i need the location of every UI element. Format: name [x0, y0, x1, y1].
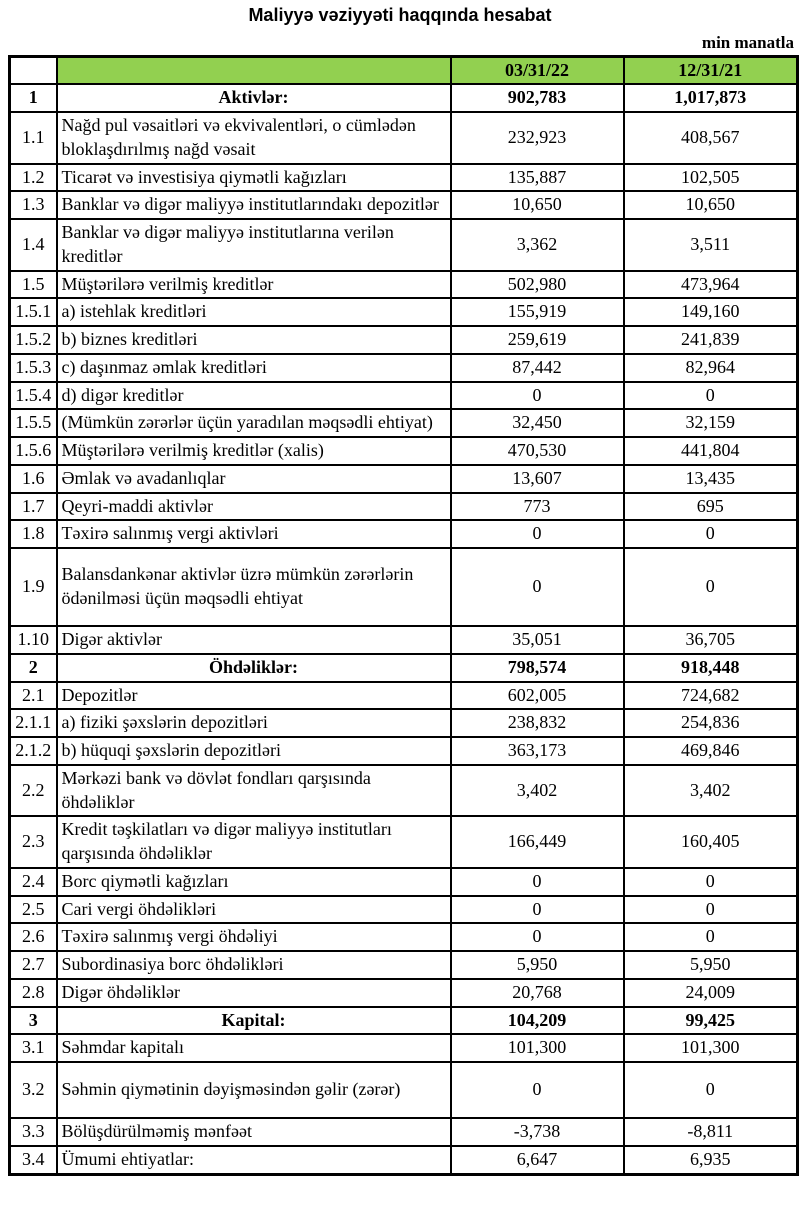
row-value-period-1: 166,449	[451, 816, 624, 868]
row-label: Əmlak və avadanlıqlar	[57, 465, 451, 493]
table-row	[10, 271, 798, 299]
row-value-period-2: -8,811	[624, 1118, 798, 1146]
row-id: 1.5.5	[10, 409, 57, 437]
row-id: 3	[10, 1007, 57, 1035]
row-label: Balansdankənar aktivlər üzrə mümkün zərərlərin ödənilməsi üçün məqsədli ehtiyat	[57, 548, 451, 626]
table-row	[10, 1007, 798, 1035]
row-value-period-2: 36,705	[624, 626, 798, 654]
row-value-period-2: 0	[624, 382, 798, 410]
row-id: 1.9	[10, 548, 57, 626]
row-value-period-2: 0	[624, 896, 798, 924]
table-row	[10, 298, 798, 326]
row-value-period-2: 13,435	[624, 465, 798, 493]
row-value-period-1: 35,051	[451, 626, 624, 654]
row-value-period-1: 0	[451, 520, 624, 548]
table-row	[10, 737, 798, 765]
table-row	[10, 548, 798, 626]
table-row	[10, 868, 798, 896]
row-label: Cari vergi öhdəlikləri	[57, 896, 451, 924]
row-value-period-2: 408,567	[624, 112, 798, 164]
table-row	[10, 654, 798, 682]
header-cell-period-2: 12/31/21	[624, 56, 798, 84]
row-id: 2.7	[10, 951, 57, 979]
row-id: 3.2	[10, 1062, 57, 1118]
row-value-period-1: -3,738	[451, 1118, 624, 1146]
table-header	[10, 56, 798, 84]
row-value-period-2: 3,511	[624, 219, 798, 271]
row-value-period-2: 441,804	[624, 437, 798, 465]
row-id: 2.4	[10, 868, 57, 896]
row-id: 1.5.2	[10, 326, 57, 354]
row-label: Digər öhdəliklər	[57, 979, 451, 1007]
header-cell-description	[57, 56, 451, 84]
row-value-period-1: 259,619	[451, 326, 624, 354]
row-value-period-1: 0	[451, 1062, 624, 1118]
unit-note: min manatla	[701, 32, 794, 52]
row-value-period-2: 0	[624, 868, 798, 896]
row-label: Öhdəliklər:	[57, 654, 451, 682]
table-row	[10, 1034, 798, 1062]
table-row	[10, 626, 798, 654]
row-label: Banklar və digər maliyyə institutlarındakı depozitlər	[57, 191, 451, 219]
row-value-period-1: 135,887	[451, 164, 624, 192]
row-label: Ticarət və investisiya qiymətli kağızları	[57, 164, 451, 192]
table-row	[10, 84, 798, 112]
row-value-period-2: 724,682	[624, 682, 798, 710]
table-row	[10, 951, 798, 979]
row-label: Subordinasiya borc öhdəlikləri	[57, 951, 451, 979]
table-row	[10, 1118, 798, 1146]
row-id: 1.5.4	[10, 382, 57, 410]
report-title: Maliyyə vəziyyəti haqqında hesabat	[248, 5, 552, 25]
row-value-period-1: 32,450	[451, 409, 624, 437]
row-label: b) biznes kreditləri	[57, 326, 451, 354]
row-value-period-2: 0	[624, 548, 798, 626]
row-value-period-1: 6,647	[451, 1146, 624, 1174]
row-id: 1.7	[10, 493, 57, 521]
row-value-period-2: 1,017,873	[624, 84, 798, 112]
row-value-period-1: 773	[451, 493, 624, 521]
row-id: 1.5.6	[10, 437, 57, 465]
row-id: 2.3	[10, 816, 57, 868]
row-label: (Mümkün zərərlər üçün yaradılan məqsədli ehtiyat)	[57, 409, 451, 437]
row-value-period-1: 20,768	[451, 979, 624, 1007]
row-value-period-2: 254,836	[624, 709, 798, 737]
row-label: Depozitlər	[57, 682, 451, 710]
row-label: Aktivlər:	[57, 84, 451, 112]
table-row	[10, 493, 798, 521]
row-value-period-2: 918,448	[624, 654, 798, 682]
row-value-period-1: 232,923	[451, 112, 624, 164]
row-value-period-1: 3,402	[451, 765, 624, 817]
row-value-period-2: 99,425	[624, 1007, 798, 1035]
row-value-period-1: 155,919	[451, 298, 624, 326]
row-label: Bölüşdürülməmiş mənfəət	[57, 1118, 451, 1146]
table-row	[10, 219, 798, 271]
row-label: Mərkəzi bank və dövlət fondları qarşısında öhdəliklər	[57, 765, 451, 817]
row-id: 1.10	[10, 626, 57, 654]
row-label: c) daşınmaz əmlak kreditləri	[57, 354, 451, 382]
row-value-period-1: 0	[451, 868, 624, 896]
row-value-period-1: 0	[451, 548, 624, 626]
row-id: 3.3	[10, 1118, 57, 1146]
row-label: a) istehlak kreditləri	[57, 298, 451, 326]
row-id: 2.5	[10, 896, 57, 924]
row-value-period-1: 3,362	[451, 219, 624, 271]
row-value-period-1: 10,650	[451, 191, 624, 219]
row-label: Kapital:	[57, 1007, 451, 1035]
row-label: Təxirə salınmış vergi aktivləri	[57, 520, 451, 548]
row-value-period-1: 238,832	[451, 709, 624, 737]
row-id: 1.2	[10, 164, 57, 192]
row-value-period-1: 0	[451, 923, 624, 951]
row-value-period-2: 469,846	[624, 737, 798, 765]
row-id: 2.1.2	[10, 737, 57, 765]
row-value-period-2: 10,650	[624, 191, 798, 219]
row-value-period-2: 6,935	[624, 1146, 798, 1174]
row-label: a) fiziki şəxslərin depozitləri	[57, 709, 451, 737]
row-id: 2	[10, 654, 57, 682]
header-row	[10, 56, 798, 84]
row-value-period-2: 695	[624, 493, 798, 521]
row-label: Qeyri-maddi aktivlər	[57, 493, 451, 521]
row-value-period-1: 470,530	[451, 437, 624, 465]
table-row	[10, 437, 798, 465]
row-value-period-2: 149,160	[624, 298, 798, 326]
row-value-period-1: 87,442	[451, 354, 624, 382]
row-value-period-2: 0	[624, 923, 798, 951]
row-value-period-2: 3,402	[624, 765, 798, 817]
row-value-period-1: 602,005	[451, 682, 624, 710]
table-row	[10, 520, 798, 548]
row-value-period-1: 0	[451, 896, 624, 924]
row-id: 1.5	[10, 271, 57, 299]
row-id: 1.6	[10, 465, 57, 493]
row-id: 1.5.3	[10, 354, 57, 382]
table-row	[10, 682, 798, 710]
row-value-period-2: 160,405	[624, 816, 798, 868]
row-id: 2.1	[10, 682, 57, 710]
table-row	[10, 1146, 798, 1174]
table-row	[10, 191, 798, 219]
row-label: Banklar və digər maliyyə institutlarına verilən kreditlər	[57, 219, 451, 271]
row-id: 2.8	[10, 979, 57, 1007]
table-row	[10, 112, 798, 164]
row-value-period-1: 13,607	[451, 465, 624, 493]
row-value-period-1: 363,173	[451, 737, 624, 765]
row-value-period-1: 798,574	[451, 654, 624, 682]
row-value-period-1: 101,300	[451, 1034, 624, 1062]
row-value-period-2: 0	[624, 520, 798, 548]
row-id: 3.1	[10, 1034, 57, 1062]
row-label: Təxirə salınmış vergi öhdəliyi	[57, 923, 451, 951]
table-row	[10, 164, 798, 192]
row-id: 2.2	[10, 765, 57, 817]
row-id: 1.8	[10, 520, 57, 548]
table-row	[10, 923, 798, 951]
table-row	[10, 409, 798, 437]
table-row	[10, 896, 798, 924]
table-row	[10, 465, 798, 493]
row-value-period-1: 5,950	[451, 951, 624, 979]
row-value-period-1: 502,980	[451, 271, 624, 299]
row-label: Digər aktivlər	[57, 626, 451, 654]
row-label: d) digər kreditlər	[57, 382, 451, 410]
row-label: Səhmdar kapitalı	[57, 1034, 451, 1062]
row-label: Borc qiymətli kağızları	[57, 868, 451, 896]
row-id: 2.1.1	[10, 709, 57, 737]
financial-position-table	[8, 55, 799, 1176]
row-value-period-2: 82,964	[624, 354, 798, 382]
row-value-period-2: 102,505	[624, 164, 798, 192]
row-id: 1.1	[10, 112, 57, 164]
table-row	[10, 709, 798, 737]
table-row	[10, 326, 798, 354]
row-id: 3.4	[10, 1146, 57, 1174]
row-id: 1.3	[10, 191, 57, 219]
table-row	[10, 816, 798, 868]
row-label: Müştərilərə verilmiş kreditlər (xalis)	[57, 437, 451, 465]
row-id: 2.6	[10, 923, 57, 951]
row-id: 1.5.1	[10, 298, 57, 326]
row-label: Ümumi ehtiyatlar:	[57, 1146, 451, 1174]
header-cell-row-no	[10, 56, 57, 84]
table-row	[10, 382, 798, 410]
row-label: b) hüquqi şəxslərin depozitləri	[57, 737, 451, 765]
table-row	[10, 1062, 798, 1118]
row-value-period-1: 0	[451, 382, 624, 410]
row-id: 1	[10, 84, 57, 112]
row-value-period-2: 32,159	[624, 409, 798, 437]
row-value-period-2: 24,009	[624, 979, 798, 1007]
row-value-period-2: 5,950	[624, 951, 798, 979]
row-id: 1.4	[10, 219, 57, 271]
row-value-period-1: 902,783	[451, 84, 624, 112]
row-value-period-1: 104,209	[451, 1007, 624, 1035]
header-cell-period-1: 03/31/22	[451, 56, 624, 84]
row-label: Nağd pul vəsaitləri və ekvivalentləri, o cümlədən bloklaşdırılmış nağd vəsait	[57, 112, 451, 164]
row-label: Səhmin qiymətinin dəyişməsindən gəlir (zərər)	[57, 1062, 451, 1118]
row-value-period-2: 101,300	[624, 1034, 798, 1062]
table-row	[10, 979, 798, 1007]
table-row	[10, 354, 798, 382]
row-label: Müştərilərə verilmiş kreditlər	[57, 271, 451, 299]
table-row	[10, 765, 798, 817]
table-body	[10, 84, 798, 1174]
row-value-period-2: 473,964	[624, 271, 798, 299]
row-value-period-2: 0	[624, 1062, 798, 1118]
row-label: Kredit təşkilatları və digər maliyyə institutları qarşısında öhdəliklər	[57, 816, 451, 868]
row-value-period-2: 241,839	[624, 326, 798, 354]
